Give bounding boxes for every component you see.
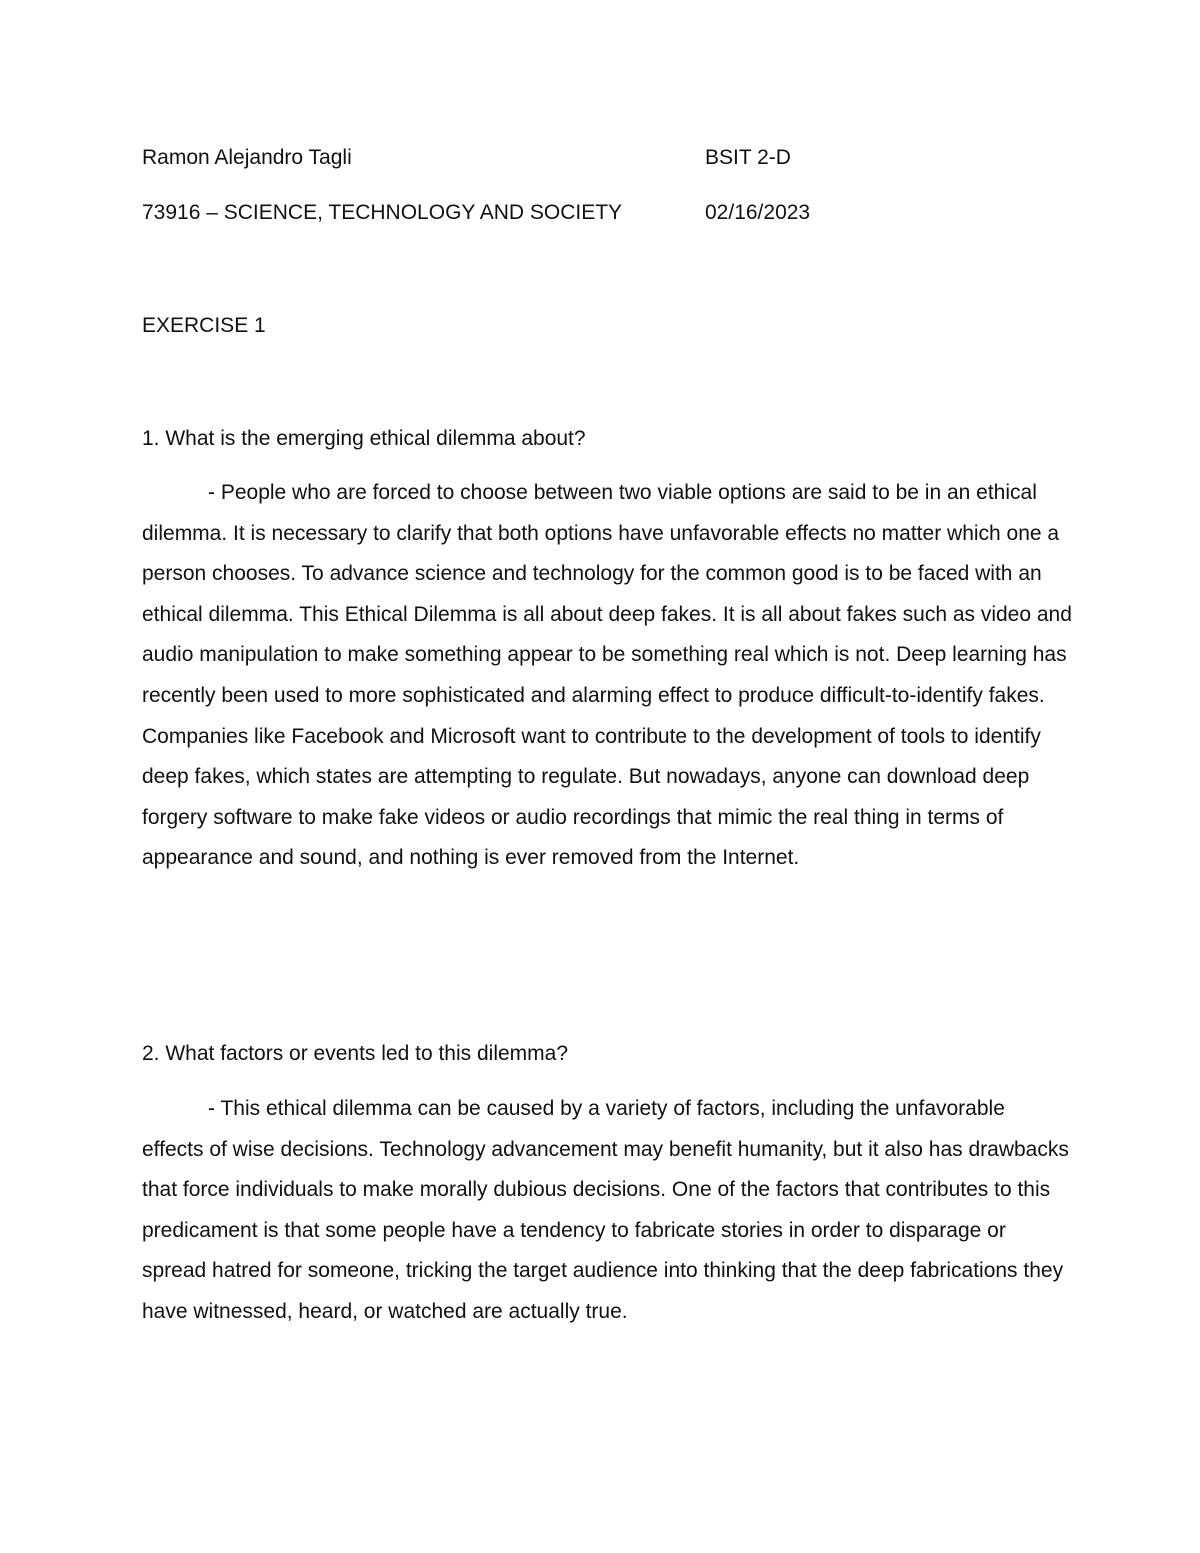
answer-1: - People who are forced to choose between two viable options are said to be in an ethical dilemma. It is necessary to clarify that both options have unfavorable effects no matter which one a person chooses. To advance science and technology for the common good is to be faced with an ethical dilemma. This Ethical Dilemma is all about deep fakes. It is all about fakes such as video and audio manipulation to make something appear to be something real which is not. Deep learning has recently been used to more sophisticated and alarming effect to produce difficult-to-identify fakes. Companies like Facebook and Microsoft want to contribute to the development of tools to identify deep fakes, which states are attempting to regulate. But nowadays, anyone can download deep forgery software to make fake videos or audio recordings that mimic the real thing in terms of appearance and sound, and nothing is ever removed from the Internet.	[142, 481, 1072, 870]
student-name: Ramon Alejandro Tagli	[142, 146, 352, 169]
question-2: 2. What factors or events led to this dilemma?	[142, 1042, 569, 1065]
section-label: BSIT 2-D	[705, 146, 791, 169]
question-1: 1. What is the emerging ethical dilemma about?	[142, 427, 586, 450]
answer-2: - This ethical dilemma can be caused by a variety of factors, including the unfavorable effects of wise decisions. Technology advancement may benefit humanity, but it also has drawbacks that force individuals to make morally dubious decisions. One of the factors that contributes to this predicament is that some people have a tendency to fabricate stories in order to disparage or spread hatred for someone, tricking the target audience into thinking that the deep fabrications they have witnessed, heard, or watched are actually true.	[142, 1097, 1069, 1323]
document-date: 02/16/2023	[705, 201, 811, 224]
course-title: 73916 – SCIENCE, TECHNOLOGY AND SOCIETY	[142, 201, 623, 224]
exercise-title: EXERCISE 1	[142, 314, 266, 337]
